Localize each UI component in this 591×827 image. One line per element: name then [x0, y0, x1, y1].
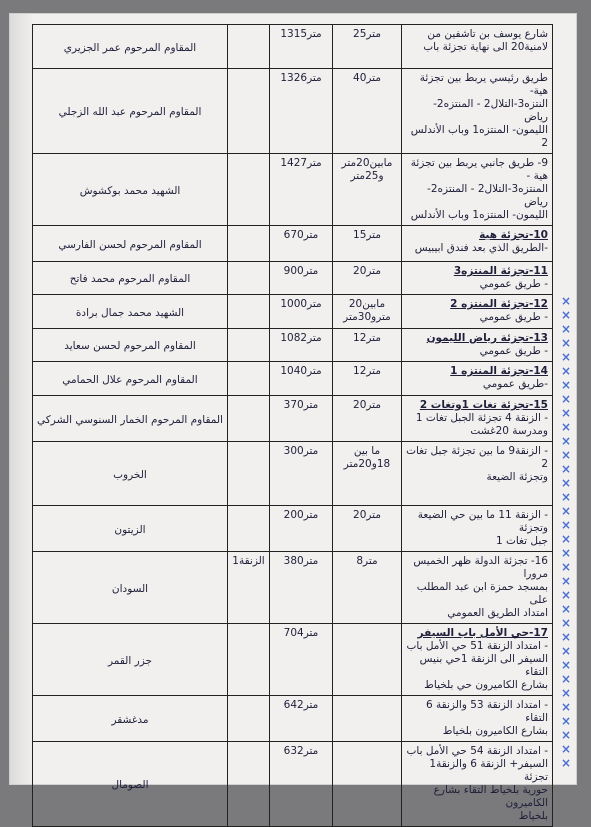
length-cell: 1326متر: [270, 69, 333, 154]
location-line: طريق رئيسي يربط بين تجزئة هية-: [419, 72, 548, 97]
table-body: [33, 25, 553, 827]
street-name-cell: المقاوم المرحوم محمد فاتح: [33, 262, 228, 295]
x-mark: ×: [560, 462, 572, 476]
alley-cell: [228, 742, 270, 827]
x-mark: ×: [560, 714, 572, 728]
table-row: [33, 442, 553, 506]
location-line: 10-تجزئة هية: [479, 229, 548, 241]
street-name-cell: السودان: [33, 552, 228, 624]
alley-cell: [228, 69, 270, 154]
street-name-cell: المقاوم المرحوم الخمار السنوسي الشركي: [33, 396, 228, 442]
location-line: 15-تجزئة تغات 1وتغات 2: [419, 399, 548, 411]
street-name-cell: المقاوم المرحوم لحسن الفارسي: [33, 226, 228, 262]
alley-cell: [228, 696, 270, 742]
location-line: -طريق عمومي: [482, 378, 548, 390]
location-line: النتزه3-التلال2 - المنتزه2- رياض: [433, 98, 548, 123]
length-cell: 1082متر: [270, 329, 333, 362]
table-row: [33, 552, 553, 624]
alley-cell: الزنقة1: [228, 552, 270, 624]
x-mark: ×: [560, 644, 572, 658]
table-row: [33, 69, 553, 154]
x-mark: ×: [560, 448, 572, 462]
location-cell: [402, 154, 553, 226]
x-mark: ×: [560, 602, 572, 616]
alley-cell: [228, 226, 270, 262]
x-mark: ×: [560, 406, 572, 420]
location-cell: [402, 295, 553, 329]
location-line: بمسجد حمزة ابن عبد المطلب على: [416, 581, 548, 606]
street-name-cell: مدغشقر: [33, 696, 228, 742]
location-line: الليمون- المنتزه1 وباب الأندلس: [410, 209, 548, 221]
length-cell: 642متر: [270, 696, 333, 742]
width-cell: [333, 696, 402, 742]
location-line: السيفر الى الزنقة 1حي بنيس التقاء: [419, 653, 548, 678]
x-mark: ×: [560, 308, 572, 322]
length-cell: 1000متر: [270, 295, 333, 329]
length-cell: 380متر: [270, 552, 333, 624]
alley-cell: [228, 25, 270, 69]
x-mark: ×: [560, 700, 572, 714]
location-line: -الطريق الذي بعد فندق ابيبيس: [414, 242, 548, 254]
x-mark: ×: [560, 686, 572, 700]
location-line: المنتزه3-التلال2 - المنتزه2- رياض: [427, 183, 548, 208]
street-name-cell: المقاوم المرحوم عمر الجزيري: [33, 25, 228, 69]
length-cell: 670متر: [270, 226, 333, 262]
x-mark: ×: [560, 378, 572, 392]
x-mark: ×: [560, 420, 572, 434]
location-cell: [402, 624, 553, 696]
margin-marks: [558, 294, 574, 770]
location-cell: [402, 362, 553, 396]
alley-cell: [228, 154, 270, 226]
width-cell: 12متر: [333, 329, 402, 362]
location-line: 16- تجزئة الدولة ظهر الخميس مرورا: [413, 555, 548, 580]
x-mark: ×: [560, 364, 572, 378]
table-row: [33, 396, 553, 442]
width-cell: 15متر: [333, 226, 402, 262]
x-mark: ×: [560, 434, 572, 448]
length-cell: 900متر: [270, 262, 333, 295]
location-line: وتجزئة الضيعة: [486, 471, 548, 483]
table-row: [33, 742, 553, 827]
x-mark: ×: [560, 294, 572, 308]
location-line: - الزنقة9 ما بين تجزئة جبل تغات 2: [406, 445, 548, 470]
location-cell: [402, 329, 553, 362]
location-line: 9- طريق جانبي يربط بين تجزئة هية -: [410, 157, 548, 182]
location-cell: [402, 69, 553, 154]
street-name-cell: الصومال: [33, 742, 228, 827]
location-line: امتداد الطريق العمومي: [447, 607, 548, 619]
x-mark: ×: [560, 518, 572, 532]
alley-cell: [228, 506, 270, 552]
location-line: 17-حي الأمل باب السيفر: [417, 627, 548, 639]
table-row: [33, 25, 553, 69]
location-line: - الزنقة 11 ما بين حي الضيعة وتجزئة: [417, 509, 548, 534]
street-name-cell: الشهيد محمد جمال برادة: [33, 295, 228, 329]
street-name-cell: المقاوم المرحوم لحسن سعايد: [33, 329, 228, 362]
location-line: - طريق عمومي: [479, 278, 548, 290]
width-cell: 40متر: [333, 69, 402, 154]
width-cell: مابين20متر و25متر: [333, 154, 402, 226]
length-cell: 1427متر: [270, 154, 333, 226]
width-cell: 8متر: [333, 552, 402, 624]
location-line: 12-تجزئة المنتزه 2: [450, 298, 548, 310]
length-cell: 200متر: [270, 506, 333, 552]
location-line: ومدرسة 20غشت: [470, 425, 548, 437]
alley-cell: [228, 442, 270, 506]
location-line: لامنية20 الى نهاية تجزئة باب: [423, 41, 548, 53]
width-cell: [333, 742, 402, 827]
x-mark: ×: [560, 546, 572, 560]
x-mark: ×: [560, 532, 572, 546]
location-cell: [402, 696, 553, 742]
location-line: - الزنقة 4 تجزئة الجبل تغات 1: [415, 412, 548, 424]
location-line: - امتداد الزنقة 54 حي الأمل باب: [406, 745, 548, 757]
location-cell: [402, 396, 553, 442]
page-shadow: [10, 14, 34, 784]
x-mark: ×: [560, 476, 572, 490]
location-line: 11-تجزئة المنتزه3: [453, 265, 548, 277]
streets-table: [32, 24, 553, 827]
width-cell: 20متر: [333, 262, 402, 295]
table-row: [33, 226, 553, 262]
width-cell: مابين20 مترو30متر: [333, 295, 402, 329]
alley-cell: [228, 396, 270, 442]
street-name-cell: الخروب: [33, 442, 228, 506]
location-line: بلخياط: [518, 810, 548, 822]
width-cell: 12متر: [333, 362, 402, 396]
street-name-cell: الزيتون: [33, 506, 228, 552]
location-line: شارع يوسف بن تاشفين من: [427, 28, 548, 40]
x-mark: ×: [560, 742, 572, 756]
location-cell: [402, 25, 553, 69]
location-line: حورية بلخياط التقاء بشارع الكاميرون: [433, 784, 548, 809]
x-mark: ×: [560, 322, 572, 336]
x-mark: ×: [560, 672, 572, 686]
street-name-cell: المقاوم المرحوم عبد الله الزجلي: [33, 69, 228, 154]
document-page: [10, 14, 576, 822]
x-mark: ×: [560, 658, 572, 672]
x-mark: ×: [560, 560, 572, 574]
length-cell: 300متر: [270, 442, 333, 506]
table-row: [33, 624, 553, 696]
alley-cell: [228, 295, 270, 329]
street-name-cell: جزر القمر: [33, 624, 228, 696]
x-mark: ×: [560, 350, 572, 364]
width-cell: ما بين 18و20متر: [333, 442, 402, 506]
location-cell: [402, 226, 553, 262]
location-line: 13-تجزئة رياض الليمون: [426, 332, 548, 344]
width-cell: 20متر: [333, 506, 402, 552]
width-cell: 25متر: [333, 25, 402, 69]
location-line: بشارع الكاميرون حي بلخياط: [424, 679, 548, 691]
x-mark: ×: [560, 630, 572, 644]
length-cell: 1040متر: [270, 362, 333, 396]
table-row: [33, 262, 553, 295]
length-cell: 370متر: [270, 396, 333, 442]
x-mark: ×: [560, 728, 572, 742]
table-row: [33, 362, 553, 396]
location-line: الليمون- المنتزه1 وباب الأندلس 2: [410, 124, 548, 149]
location-cell: [402, 552, 553, 624]
location-line: - طريق عمومي: [479, 345, 548, 357]
location-line: - امتداد الزنقة 53 والزنقة 6 التقاء: [426, 699, 548, 724]
width-cell: [333, 624, 402, 696]
location-line: - امتداد الزنقة 51 حي الأمل باب: [406, 640, 548, 652]
width-cell: 20متر: [333, 396, 402, 442]
alley-cell: [228, 262, 270, 295]
location-cell: [402, 442, 553, 506]
table-row: [33, 295, 553, 329]
street-name-cell: الشهيد محمد بوكشوش: [33, 154, 228, 226]
location-line: 14-تجزئة المنتزه 1: [450, 365, 548, 377]
location-cell: [402, 506, 553, 552]
length-cell: 1315متر: [270, 25, 333, 69]
x-mark: ×: [560, 616, 572, 630]
location-line: بشارع الكاميرون بلخياط: [442, 725, 548, 737]
length-cell: 704متر: [270, 624, 333, 696]
location-line: - طريق عمومي: [479, 311, 548, 323]
table-row: [33, 154, 553, 226]
x-mark: ×: [560, 756, 572, 770]
alley-cell: [228, 362, 270, 396]
alley-cell: [228, 329, 270, 362]
location-line: السيفر+ الزنقة 6 والزنقة1 تجزئة: [429, 758, 548, 783]
alley-cell: [228, 624, 270, 696]
x-mark: ×: [560, 588, 572, 602]
location-line: جبل تغات 1: [495, 535, 548, 547]
street-name-cell: المقاوم المرحوم علال الحمامي: [33, 362, 228, 396]
location-cell: [402, 262, 553, 295]
location-cell: [402, 742, 553, 827]
table-row: [33, 696, 553, 742]
table-row: [33, 506, 553, 552]
x-mark: ×: [560, 490, 572, 504]
x-mark: ×: [560, 574, 572, 588]
length-cell: 632متر: [270, 742, 333, 827]
x-mark: ×: [560, 392, 572, 406]
table-row: [33, 329, 553, 362]
x-mark: ×: [560, 336, 572, 350]
x-mark: ×: [560, 504, 572, 518]
